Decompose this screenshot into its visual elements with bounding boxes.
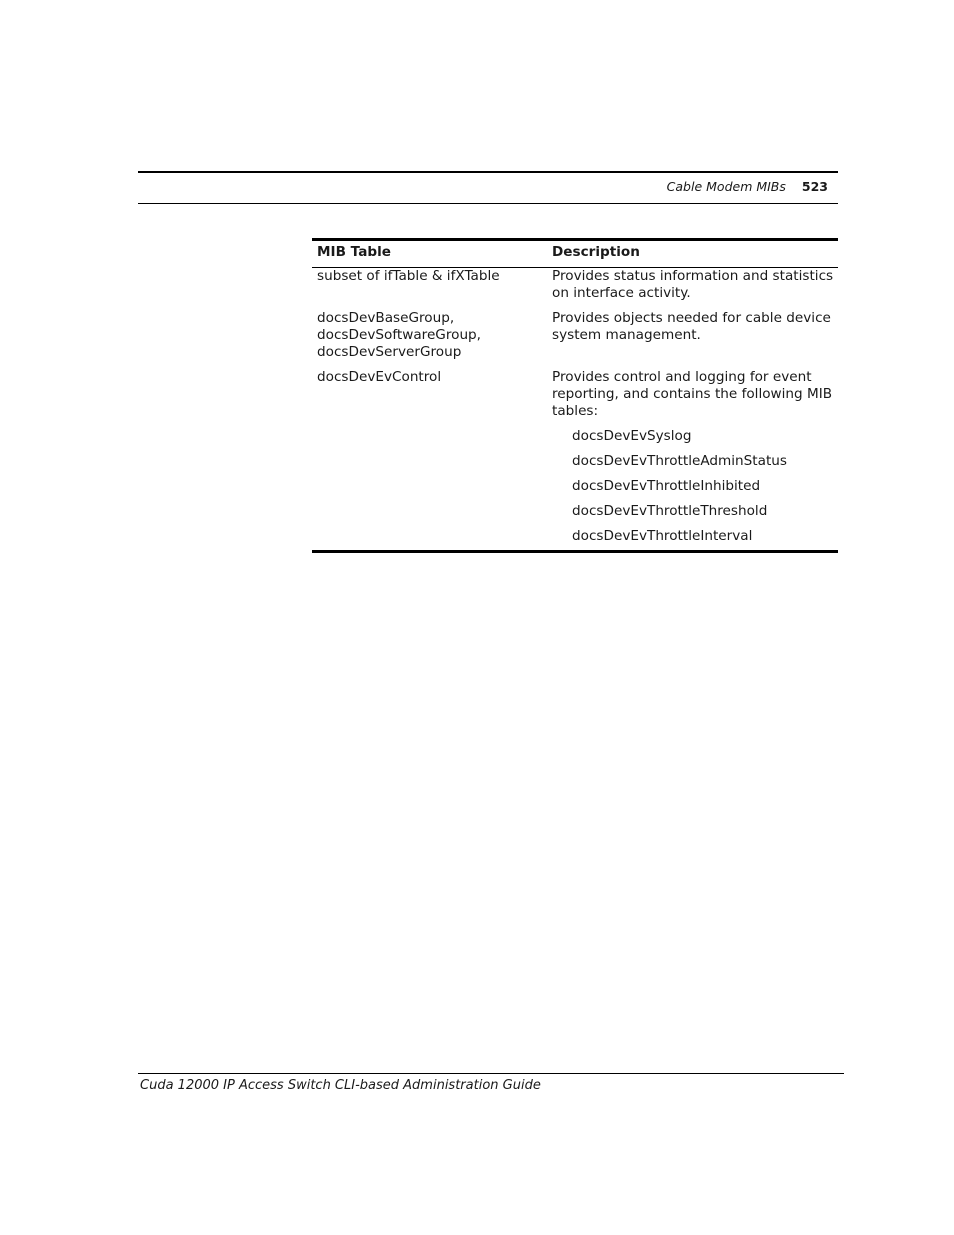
- description-line: Provides control and logging for event: [552, 369, 812, 385]
- description-line: reporting, and contains the following MIB: [552, 386, 833, 402]
- sub-table-item: docsDevEvThrottleAdminStatus: [572, 453, 787, 469]
- description-line: Provides objects needed for cable device: [552, 310, 831, 326]
- description-line: tables:: [552, 403, 599, 419]
- column-header-mib-table: MIB Table: [317, 244, 391, 260]
- description-cell: [547, 268, 838, 302]
- mib-cell: [312, 268, 547, 302]
- mib-name: docsDevEvControl: [317, 369, 442, 385]
- footer-rule: [138, 1073, 844, 1074]
- sub-table-list: [552, 428, 838, 545]
- page-number: 523: [801, 179, 828, 194]
- table-row: [312, 302, 838, 361]
- mib-name: docsDevServerGroup: [317, 344, 462, 360]
- description-line: Provides status information and statistics: [552, 268, 834, 284]
- sub-table-item: docsDevEvSyslog: [572, 428, 692, 444]
- mib-cell: [312, 310, 547, 361]
- mib-name: docsDevBaseGroup,: [317, 310, 455, 326]
- sub-table-item: docsDevEvThrottleInterval: [572, 528, 753, 544]
- mib-cell: [312, 369, 547, 550]
- mib-name: subset of ifTable & ifXTable: [317, 268, 500, 284]
- description-line: system management.: [552, 327, 701, 343]
- sub-table-item: docsDevEvThrottleThreshold: [572, 503, 768, 519]
- section-title: Cable Modem MIBs: [666, 179, 786, 194]
- table-row: [312, 268, 838, 302]
- running-head: [138, 178, 828, 196]
- mib-table: [312, 238, 838, 553]
- header-rule-bottom: [138, 203, 838, 204]
- description-line: on interface activity.: [552, 285, 691, 301]
- mib-name: docsDevSoftwareGroup,: [317, 327, 482, 343]
- footer-book-title: Cuda 12000 IP Access Switch CLI-based Administration Guide: [140, 1078, 541, 1093]
- table-row: [312, 361, 838, 550]
- description-cell: [547, 310, 838, 361]
- sub-table-item: docsDevEvThrottleInhibited: [572, 478, 761, 494]
- description-cell: [547, 369, 838, 550]
- header-rule-top: [138, 171, 838, 173]
- table-header-row: [312, 241, 838, 268]
- column-header-description: Description: [552, 244, 640, 260]
